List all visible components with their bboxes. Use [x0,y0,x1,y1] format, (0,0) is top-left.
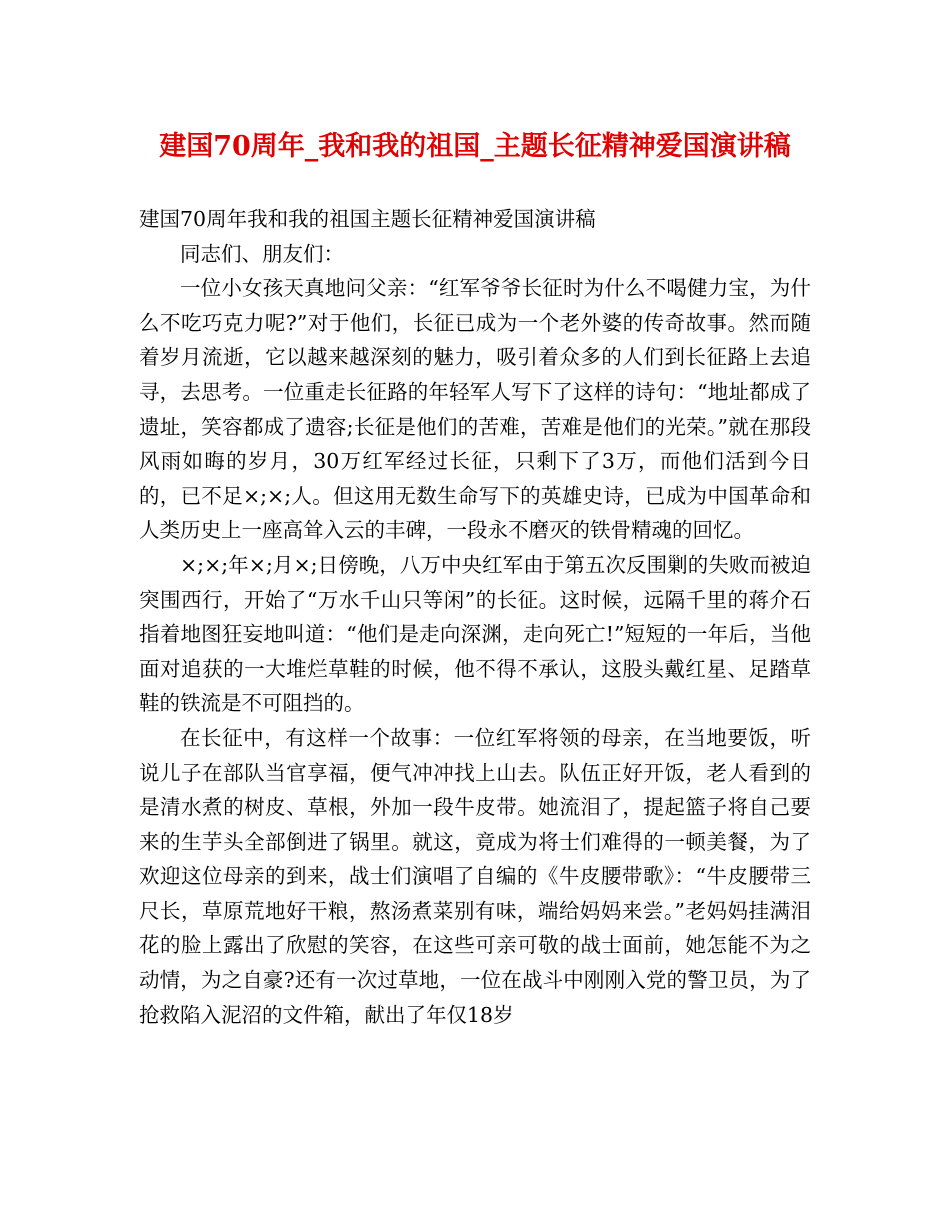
document-title: 建国70周年_我和我的祖国_主题长征精神爱国演讲稿 [159,131,791,162]
paragraph: 一位小女孩天真地问父亲：“红军爷爷长征时为什么不喝健力宝，为什么不吃巧克力呢?”对于他们，长征已成为一个老外婆的传奇故事。然而随着岁月流逝，它以越来越深刻的魅力，吸引着众多的人们到长征路上去追寻，去思考。一位重走长征路的年轻军人写下了这样的诗句：“地址都成了遗址，笑容都成了遗容;长征是他们的苦难，苦难是他们的光荣。”就在那段风雨如晦的岁月，30万红军经过长征，只剩下了3万，而他们活到今日的，已不足×;×;人。但这用无数生命写下的英雄史诗，已成为中国革命和人类历史上一座高耸入云的丰碑，一段永不磨灭的铁骨精魂的回忆。 [139,276,811,543]
paragraph-greeting: 同志们、朋友们： [180,241,344,266]
document-subtitle: 建国70周年我和我的祖国主题长征精神爱国演讲稿 [139,207,596,231]
paragraph: 在长征中，有这样一个故事：一位红军将领的母亲，在当地要饭，听说儿子在部队当官享福，便气冲冲找上山去。队伍正好开饭，老人看到的是清水煮的树皮、草根，外加一段牛皮带。她流泪了，提起篮子将自己要来的生芋头全部倒进了锅里。就这，竟成为将士们难得的一顿美餐，为了欢迎这位母亲的到来，战士们演唱了自编的《牛皮腰带歌》：“牛皮腰带三尺长，草原荒地好干粮，熬汤煮菜别有味，端给妈妈来尝。”老妈妈挂满泪花的脸上露出了欣慰的笑容，在这些可亲可敬的战士面前，她怎能不为之动情，为之自豪?还有一次过草地，一位在战斗中刚刚入党的警卫员，为了抢救陷入泥沼的文件箱，献出了年仅18岁 [139,725,811,1027]
document-body [139,202,811,1032]
paragraph: ×;×;年×;月×;日傍晚，八万中央红军由于第五次反围剿的失败而被迫突围西行，开始了“万水千山只等闲”的长征。这时候，远隔千里的蒋介石指着地图狂妄地叫道：“他们是走向深渊，走向死亡!”短短的一年后，当他面对追获的一大堆烂草鞋的时候，他不得不承认，这股头戴红星、足踏草鞋的铁流是不可阻挡的。 [139,552,811,716]
